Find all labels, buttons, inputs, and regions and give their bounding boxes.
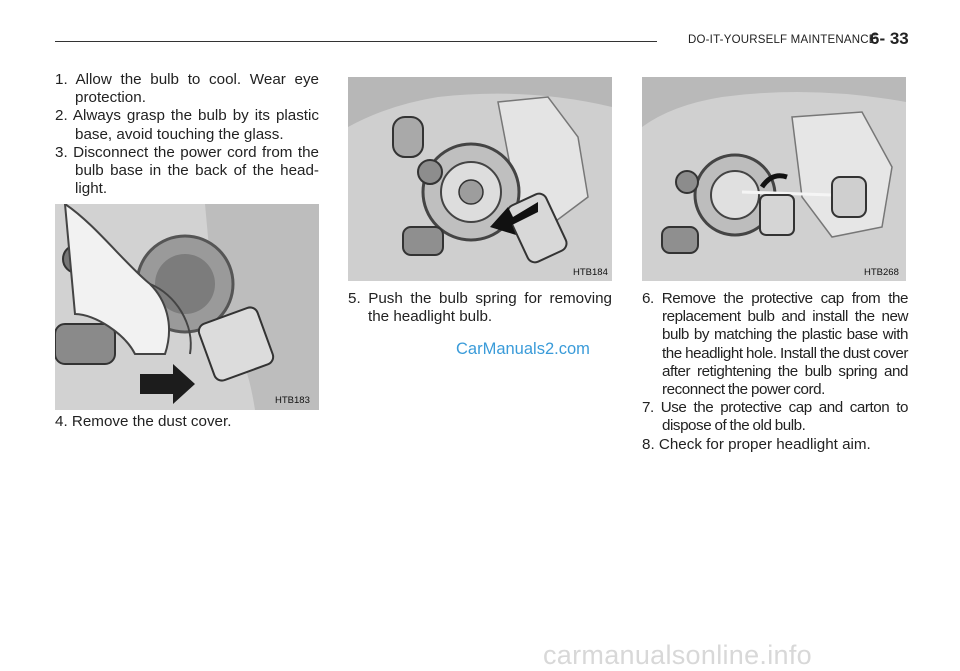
left-steps [55, 71, 319, 198]
right-steps [642, 290, 908, 454]
figure-code-htb183: HTB183 [275, 395, 310, 406]
figure-htb183 [55, 204, 319, 410]
step-6: 6. Remove the protective cap from the replacement bulb and install the new bulb by matching the plastic base with the headlight hole. Install the dust cover after retightening the bulb spring and reconnect the power cord. [642, 290, 908, 399]
figure-htb268 [642, 77, 906, 281]
step-2: 2. Always grasp the bulb by its plastic base, avoid touching the glass. [55, 107, 319, 143]
site-watermark: CarManuals2.com [456, 340, 590, 358]
figure-code-htb184: HTB184 [573, 267, 608, 278]
step-7: 7. Use the protective cap and carton to dispose of the old bulb. [642, 399, 908, 435]
step-3: 3. Disconnect the power cord from the bulb base in the back of the head- light. [55, 143, 319, 198]
left-caption [55, 413, 319, 431]
figure-htb184 [348, 77, 612, 281]
figure-htb268-illustration [642, 77, 906, 281]
step-4: 4. Remove the dust cover. [55, 413, 232, 430]
figure-htb184-illustration [348, 77, 612, 281]
step-5: 5. Push the bulb spring for removing the headlight bulb. [348, 290, 612, 326]
figure-code-htb268: HTB268 [864, 267, 899, 278]
step-1: 1. Allow the bulb to cool. Wear eye protection. [55, 71, 319, 107]
middle-caption [348, 290, 612, 326]
header-rule [55, 41, 657, 42]
page-number: 6- 33 [870, 29, 909, 48]
figure-htb183-illustration [55, 204, 319, 410]
section-title: DO-IT-YOURSELF MAINTENANCE [688, 34, 877, 46]
step-8: 8. Check for proper headlight aim. [642, 435, 871, 453]
footer-watermark: carmanualsonline.info [543, 640, 812, 670]
